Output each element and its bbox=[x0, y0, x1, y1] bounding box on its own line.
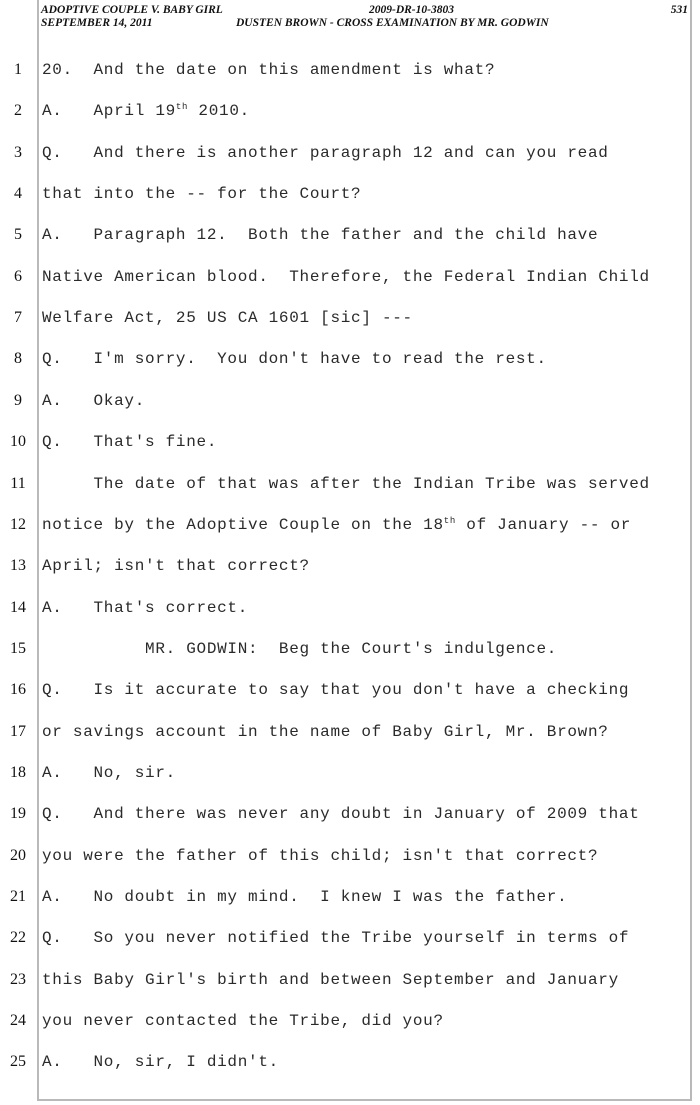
witness-line: DUSTEN BROWN - CROSS EXAMINATION BY MR. GODWIN bbox=[236, 17, 549, 29]
line-number: 22 bbox=[10, 929, 26, 946]
line-text-after: of January -- or bbox=[455, 516, 632, 534]
transcript-line: Native American blood. Therefore, the Federal Indian Child bbox=[42, 268, 650, 286]
transcript-line bbox=[42, 515, 631, 537]
hearing-date: SEPTEMBER 14, 2011 bbox=[41, 17, 153, 29]
ordinal-suffix: th bbox=[443, 516, 456, 526]
line-number: 3 bbox=[14, 144, 22, 161]
transcript-line: Q. I'm sorry. You don't have to read the rest. bbox=[42, 350, 547, 368]
ordinal-suffix: th bbox=[175, 102, 189, 112]
line-number: 20 bbox=[10, 847, 26, 864]
transcript-line: A. No, sir. bbox=[42, 764, 176, 782]
transcript-line: The date of that was after the Indian Tribe was served bbox=[42, 475, 650, 493]
transcript-line: A. Paragraph 12. Both the father and the child have bbox=[42, 226, 599, 244]
line-text-after: 2010. bbox=[188, 102, 250, 120]
transcript-line: MR. GODWIN: Beg the Court's indulgence. bbox=[42, 640, 558, 658]
line-number: 5 bbox=[14, 226, 22, 243]
line-number: 12 bbox=[10, 516, 26, 533]
line-number: 7 bbox=[14, 309, 22, 326]
line-number: 25 bbox=[10, 1053, 26, 1070]
page-number: 531 bbox=[670, 4, 688, 16]
line-number: 2 bbox=[14, 102, 22, 119]
line-number: 18 bbox=[10, 764, 26, 781]
line-number: 16 bbox=[10, 681, 26, 698]
transcript-line: Q. So you never notified the Tribe yourself in terms of bbox=[42, 929, 630, 947]
transcript-line: that into the -- for the Court? bbox=[42, 185, 362, 203]
transcript-line: or savings account in the name of Baby Girl, Mr. Brown? bbox=[42, 723, 609, 741]
line-number: 1 bbox=[14, 61, 22, 78]
line-number: 10 bbox=[10, 433, 26, 450]
transcript-line: Q. And there was never any doubt in January of 2009 that bbox=[42, 805, 640, 823]
transcript-line: you were the father of this child; isn't that correct? bbox=[42, 847, 599, 865]
line-number: 21 bbox=[10, 888, 26, 905]
line-number: 24 bbox=[10, 1012, 26, 1029]
line-number: 4 bbox=[14, 185, 22, 202]
transcript-line: A. No, sir, I didn't. bbox=[42, 1053, 279, 1071]
line-number: 13 bbox=[10, 557, 26, 574]
line-number: 23 bbox=[10, 971, 26, 988]
transcript-line: A. That's correct. bbox=[42, 599, 249, 617]
case-number: 2009-DR-10-3803 bbox=[369, 4, 454, 16]
case-caption: ADOPTIVE COUPLE V. BABY GIRL bbox=[41, 4, 223, 16]
line-number: 8 bbox=[14, 350, 22, 367]
line-number: 14 bbox=[10, 599, 26, 616]
transcript-line: A. Okay. bbox=[42, 392, 146, 410]
transcript-line: Welfare Act, 25 US CA 1601 [sic] --- bbox=[42, 309, 413, 327]
transcript-line: April; isn't that correct? bbox=[42, 557, 310, 575]
line-number: 6 bbox=[14, 268, 22, 285]
transcript-line: this Baby Girl's birth and between September and January bbox=[42, 971, 619, 989]
transcript-line: Q. And there is another paragraph 12 and can you read bbox=[42, 144, 609, 162]
transcript-line: you never contacted the Tribe, did you? bbox=[42, 1012, 444, 1030]
line-number: 11 bbox=[10, 475, 26, 492]
line-number: 15 bbox=[10, 640, 26, 657]
line-text-before: notice by the Adoptive Couple on the 18 bbox=[42, 516, 444, 534]
transcript-line bbox=[42, 101, 250, 123]
transcript-line: 20. And the date on this amendment is what? bbox=[42, 61, 496, 79]
line-number: 19 bbox=[10, 805, 26, 822]
transcript-line: Q. Is it accurate to say that you don't have a checking bbox=[42, 681, 630, 699]
transcript-line: Q. That's fine. bbox=[42, 433, 218, 451]
transcript-line: A. No doubt in my mind. I knew I was the father. bbox=[42, 888, 568, 906]
line-text-before: A. April 19 bbox=[42, 102, 176, 120]
line-number: 17 bbox=[10, 723, 26, 740]
line-number: 9 bbox=[14, 392, 22, 409]
